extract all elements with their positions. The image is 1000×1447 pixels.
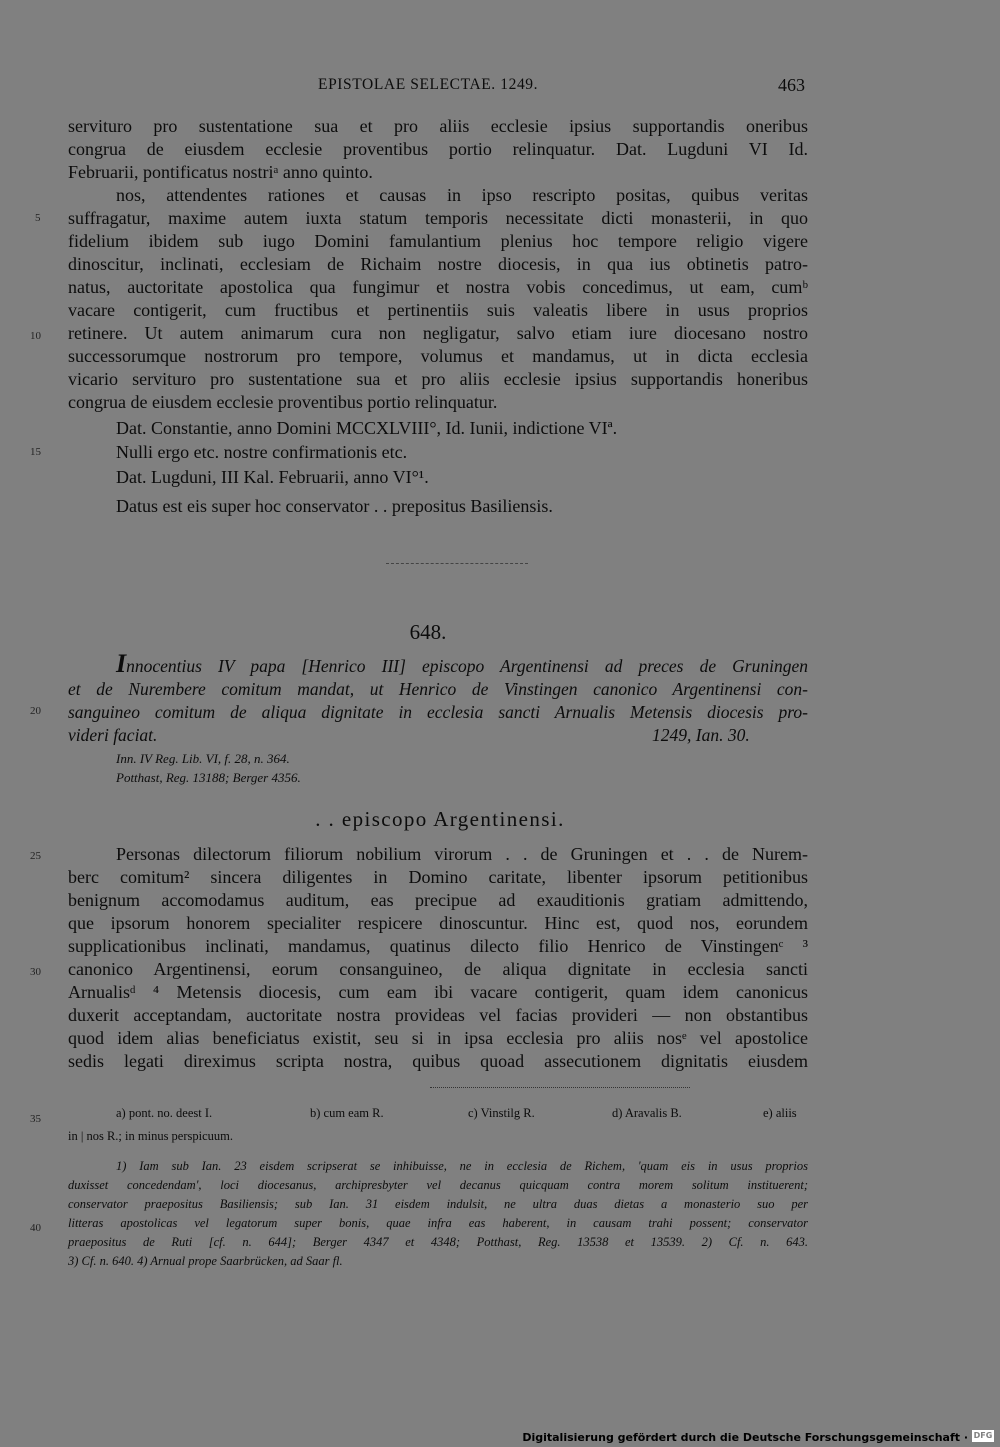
line-number: 5 — [35, 212, 41, 224]
footnote-separator — [430, 1087, 690, 1089]
dfg-logo-icon: DFG — [973, 1431, 993, 1440]
line-number: 40 — [30, 1222, 41, 1234]
document-number: 648. — [409, 620, 447, 644]
text-line: dinoscitur, inclinati, ecclesiam de Richaim nostre diocesis, in qua ius obtinetis patro- — [68, 254, 808, 274]
body-line: sedis legati direximus scripta nostra, quibus quoad assecutionem dignitatis eiusdem — [68, 1051, 808, 1071]
text-line: vicario servituro pro sustentatione sua et pro aliis ecclesie ipsius supportandis honeribus — [68, 369, 808, 389]
text-line: servituro pro sustentatione sua et pro aliis ecclesie ipsius supportandis oneribus — [68, 116, 808, 136]
date-line: Dat. Constantie, anno Domini MCCXLVIII°, Id. Iunii, indictione VIª. — [116, 418, 618, 438]
body-line: canonico Argentinensi, eorum consanguineo, de aliqua dignitate in ecclesia sancti — [68, 959, 808, 979]
text-line: retinere. Ut autem animarum cura non negligatur, salvo etiam iure diocesano nostro — [68, 323, 808, 343]
regest-text: nnocentius IV papa [Henrico III] episcopo Argentinensi ad preces de Gruningen — [126, 656, 808, 676]
source-line: Inn. IV Reg. Lib. VI, f. 28, n. 364. — [116, 751, 290, 766]
body-line: que ipsorum honorem specialiter respicere dinoscuntur. Hinc est, quod nos, eorundem — [68, 913, 808, 933]
regest-date: 1249, Ian. 30. — [652, 725, 750, 745]
apparatus-note-a: a) pont. no. deest I. — [116, 1106, 213, 1120]
apparatus-note-c: c) Vinstilg R. — [468, 1106, 535, 1120]
page-number: 463 — [778, 75, 805, 95]
text-line: nos, attendentes rationes et causas in ipso rescripto positas, quibus veritas — [116, 185, 808, 205]
section-separator — [386, 563, 528, 565]
regest-line: videri faciat. — [68, 725, 158, 745]
text-line: Nulli ergo etc. nostre confirmationis etc. — [116, 442, 408, 462]
footnote-line: praepositus de Ruti [cf. n. 644]; Berger 4347 et 4348; Potthast, Reg. 13538 et 13539. 2) Cf. n. 643. — [68, 1235, 808, 1249]
footnote-line: 1) Iam sub Ian. 23 eisdem scripserat se inhibuisse, ne in ecclesia de Richem, 'quam eis in usus proprios — [116, 1159, 808, 1173]
regest-line: sanguineo comitum de aliqua dignitate in ecclesia sancti Arnualis Metensis diocesis pro- — [68, 702, 808, 722]
line-number: 25 — [30, 850, 41, 862]
body-line: benignum accomodamus auditum, eas precipue ad exauditionis gratiam admittendo, — [68, 890, 808, 910]
date-line: Dat. Lugduni, III Kal. Februarii, anno VI°¹. — [116, 467, 429, 487]
body-line: Personas dilectorum filiorum nobilium virorum . . de Gruningen et . . de Nurem- — [116, 844, 808, 864]
line-number: 10 — [30, 330, 41, 342]
text-line: successorumque nostrorum pro tempore, volumus et mandamus, ut in dicta ecclesia — [68, 346, 808, 366]
text-line: congrua de eiusdem ecclesie proventibus portio relinquatur. — [68, 392, 498, 412]
line-number: 35 — [30, 1113, 41, 1125]
text-line: vacare contigerit, cum fructibus et pertinentiis suis valeatis libere in usus proprios — [68, 300, 808, 320]
text-line: Datus est eis super hoc conservator . . prepositus Basiliensis. — [116, 496, 553, 516]
source-line: Potthast, Reg. 13188; Berger 4356. — [116, 770, 301, 785]
line-number: 15 — [30, 446, 41, 458]
apparatus-note-b: b) cum eam R. — [310, 1106, 384, 1120]
footnote-line: duxisset concedendam', loci diocesanus, archipresbyter vel decanus quicquam contra morem solitum instituerent; — [68, 1178, 808, 1192]
text-line: Februarii, pontificatus nostriᵃ anno quinto. — [68, 162, 373, 182]
apparatus-note-e: e) aliis — [763, 1106, 797, 1120]
body-line: duxerit acceptandam, auctoritate nostra provideas vel facias provideri — non obstantibus — [68, 1005, 808, 1025]
footnote-line: conservator praepositus Basiliensis; sub Ian. 31 eisdem indulsit, ne ultra duas dietas a monasterio suo per — [68, 1197, 808, 1211]
text-line: fidelium ibidem sub iugo Domini famulantium plenius hoc tempore religio vigere — [68, 231, 808, 251]
apparatus-continuation: in | nos R.; in minus perspicuum. — [68, 1129, 234, 1143]
text-line: congrua de eiusdem ecclesie proventibus portio relinquatur. Dat. Lugduni VI Id. — [68, 139, 808, 159]
body-line: quod idem alias beneficiatus existit, seu si in ipsa ecclesia pro aliis nosᵉ vel apostolice — [68, 1028, 808, 1048]
text-line: suffragatur, maxime autem iuxta statum temporis necessitate dicti monasterii, in quo — [68, 208, 808, 228]
body-line: supplicationibus inclinati, mandamus, quatinus dilecto filio Henrico de Vinstingenᶜ ³ — [68, 936, 808, 956]
regest-line: et de Nurembere comitum mandat, ut Henrico de Vinstingen canonico Argentinensi con- — [68, 679, 808, 699]
footnote-line: 3) Cf. n. 640. 4) Arnual prope Saarbrücken, ad Saar fl. — [68, 1254, 343, 1268]
funding-notice: Digitalisierung gefördert durch die Deutsche Forschungsgemeinschaft · — [522, 1431, 968, 1444]
drop-initial: I — [116, 649, 127, 678]
footnote-line: litteras apostolicas vel legatorum super bonis, quae infra eas haberent, in causam trahi possent; conservator — [68, 1216, 808, 1230]
text-line: natus, auctoritate apostolica qua fungimur et nostra vobis concedimus, ut eam, cumᵇ — [68, 277, 808, 297]
running-header: EPISTOLAE SELECTAE. 1249. — [318, 76, 539, 93]
body-line: berc comitum² sincera diligentes in Domino caritate, libenter ipsorum petitionibus — [68, 867, 808, 887]
body-line: Arnualisᵈ ⁴ Metensis diocesis, cum eam ibi vacare contigerit, quam idem canonicus — [68, 982, 808, 1002]
apparatus-note-d: d) Aravalis B. — [612, 1106, 682, 1120]
line-number: 30 — [30, 966, 41, 978]
letter-address: . . episcopo Argentinensi. — [315, 807, 565, 831]
regest-line — [116, 649, 808, 678]
line-number: 20 — [30, 705, 41, 717]
